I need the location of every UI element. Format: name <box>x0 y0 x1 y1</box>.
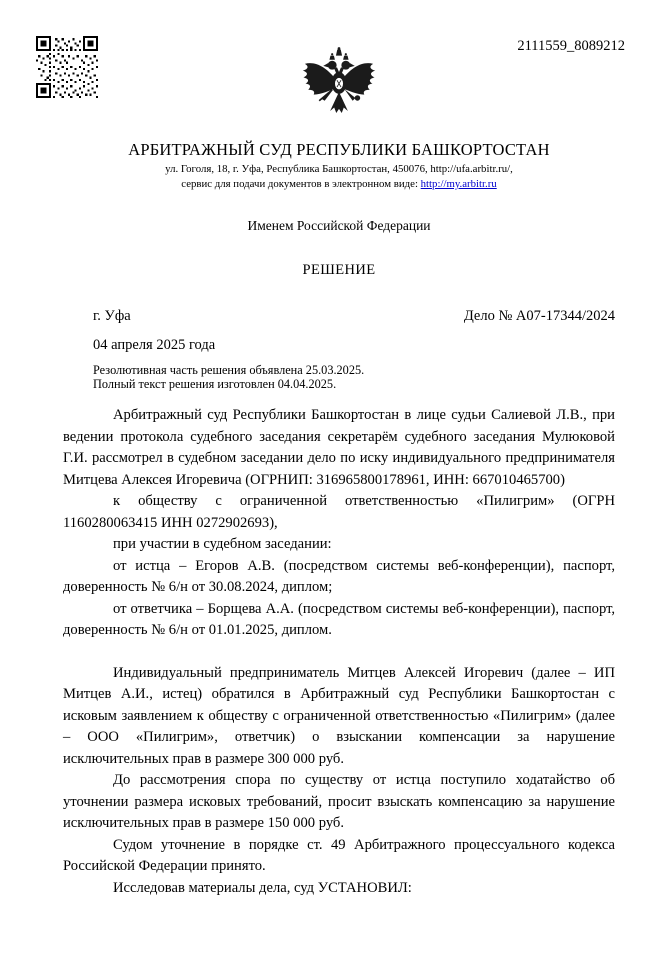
my-arbitr-link[interactable]: http://my.arbitr.ru <box>420 178 497 190</box>
in-the-name-line: Именем Российской Федерации <box>247 218 431 233</box>
case-number: Дело № А07-17344/2024 <box>463 308 615 324</box>
service-label: сервис для подачи документов в электронном виде: <box>181 178 421 190</box>
paragraph-participants-heading: при участии в судебном заседании: <box>113 536 332 552</box>
court-address: ул. Гоголя, 18, г. Уфа, Республика Башкортостан, 450076, http://ufa.arbitr.ru/, <box>165 163 513 175</box>
full-text-line: Полный текст решения изготовлен 04.04.2025. <box>93 377 337 391</box>
document-number: 2111559_8089212 <box>517 38 625 54</box>
paragraph-amendment-accepted: Судом уточнение в порядке ст. 49 Арбитражного процессуального кодекса Российской Федерации принято. <box>63 836 615 874</box>
paragraph-claim: Индивидуальный предприниматель Митцев Алексей Игоревич (далее – ИП Митцев А.И., истец) обратился в Арбитражный суд Республики Башкортостан с исковым заявлением к обществу с ограниченной ответственностью «Пилигрим» (далее – ООО «Пилигрим», ответчик) о взыскании компенсации за нарушение исключительных прав в размере 300 000 руб. <box>63 664 615 767</box>
qr-code-icon <box>36 36 98 98</box>
decision-body <box>63 405 615 899</box>
case-info-row <box>93 308 615 325</box>
paragraph-defendant-representative: от ответчика – Борщева А.А. (посредством системы веб-конференции), паспорт, доверенность № 6/н от 01.01.2025, диплом. <box>63 600 615 638</box>
city-label: г. Уфа <box>93 308 131 324</box>
paragraph-plaintiff-representative: от истца – Егоров А.В. (посредством системы веб-конференции), паспорт, доверенность № 6/н от 30.08.2024, диплом; <box>63 557 615 595</box>
paragraph-established: Исследовав материалы дела, суд УСТАНОВИЛ: <box>113 879 412 896</box>
decision-title: РЕШЕНИЕ <box>302 262 376 278</box>
announcement-lines <box>93 363 615 391</box>
paragraph-defendant: к обществу с ограниченной ответственностью «Пилигрим» (ОГРН 1160280063415 ИНН 0272902693), <box>63 493 615 531</box>
court-name: АРБИТРАЖНЫЙ СУД РЕСПУБЛИКИ БАШКОРТОСТАН <box>128 140 550 159</box>
resolutive-part-line: Резолютивная часть решения объявлена 25.03.2025. <box>93 363 365 377</box>
decision-date: 04 апреля 2025 года <box>93 337 216 353</box>
paragraph-court-composition: Арбитражный суд Республики Башкортостан в лице судьи Салиевой Л.В., при ведении протокола судебного заседания секретарём судебного заседания Мулюковой Г.И. рассмотрел в судебном заседании дело по иску индивидуального предпринимателя Митцева Алексея Игоревича (ОГРНИП: 316965800178961, ИНН: 667010465700) <box>63 407 615 488</box>
paragraph-claim-amendment: До рассмотрения спора по существу от истца поступило ходатайство об уточнении размера исковых требований, просит взыскать компенсацию за нарушение исключительных прав в размере 150 000 руб. <box>63 772 615 831</box>
service-line <box>63 178 615 190</box>
coat-of-arms-icon <box>298 46 380 124</box>
